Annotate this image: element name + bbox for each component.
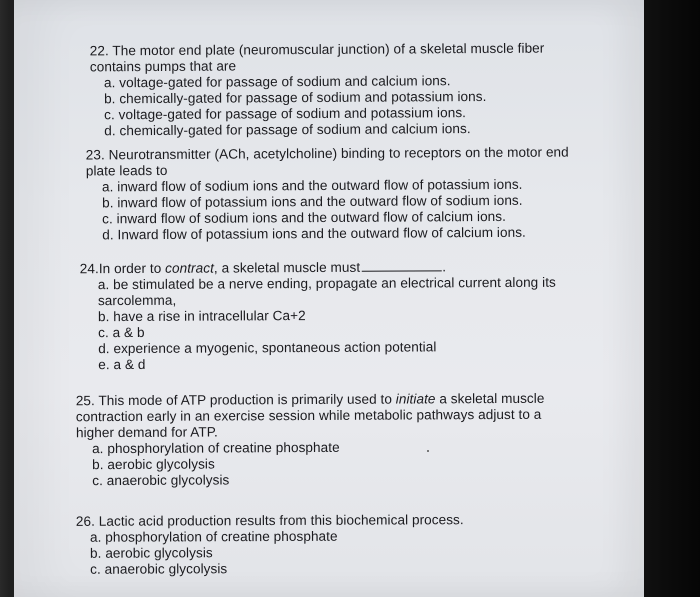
- answer-blank: [362, 258, 442, 271]
- question-22-stem: 22. The motor end plate (neuromuscular junction) of a skeletal muscle fiber: [89, 40, 545, 59]
- question-22-option-c: c. voltage-gated for passage of sodium and potassium ions.: [104, 105, 467, 123]
- question-25: [76, 391, 545, 489]
- question-22-stem-cont: contains pumps that are: [89, 58, 237, 75]
- question-23-stem: 23. Neurotransmitter (ACh, acetylcholine) binding to receptors on the motor end: [85, 144, 569, 163]
- question-24-stem-text: 24.In order to: [79, 260, 166, 277]
- question-23-stem-cont: plate leads to: [85, 162, 168, 179]
- question-26: [76, 512, 464, 578]
- question-25-stem-line-2: contraction early in an exercise session while metabolic pathways adjust to a: [75, 406, 542, 425]
- question-24-stem-emphasis: contract: [165, 260, 214, 276]
- question-22-option-b: b. chemically-gated for passage of sodium and potassium ions.: [104, 88, 487, 107]
- question-25-option-c: c. anaerobic glycolysis: [92, 472, 230, 489]
- question-24-option-c: c. a & b: [98, 324, 145, 341]
- question-25-stem-text-cont: a skeletal muscle: [435, 390, 545, 407]
- question-24-option-a-cont: sarcolemma,: [97, 292, 177, 309]
- question-24-option-d: d. experience a myogenic, spontaneous action potential: [98, 339, 437, 357]
- stray-mark: [427, 450, 429, 452]
- question-25-stem-emphasis: initiate: [395, 391, 436, 407]
- question-25-stem-line-3: higher demand for ATP.: [75, 424, 218, 441]
- question-23-option-c: c. inward flow of sodium ions and the outward flow of calcium ions.: [102, 208, 506, 227]
- question-24-option-b: b. have a rise in intracellular Ca+2: [97, 308, 306, 325]
- question-26-option-a: a. phosphorylation of creatine phosphate: [89, 528, 338, 545]
- question-25-option-b: b. aerobic glycolysis: [92, 456, 215, 473]
- question-26-option-b: b. aerobic glycolysis: [90, 545, 213, 561]
- question-23-option-d: d. Inward flow of potassium ions and the outward flow of calcium ions.: [102, 224, 526, 243]
- question-25-stem-text: 25. This mode of ATP production is primarily used to: [75, 391, 396, 409]
- question-24-option-a: a. be stimulated be a nerve ending, propagate an electrical current along its: [97, 274, 556, 293]
- question-23-option-b: b. inward flow of potassium ions and the outward flow of sodium ions.: [102, 192, 523, 211]
- question-24-option-e: e. a & d: [98, 356, 146, 373]
- question-24-stem-text-cont: , a skeletal muscle must: [213, 259, 361, 276]
- question-24: [80, 258, 557, 373]
- question-22-option-d: d. chemically-gated for passage of sodium and calcium ions.: [104, 121, 471, 139]
- question-22: [90, 41, 545, 140]
- question-23: [86, 145, 570, 244]
- question-22-option-a: a. voltage-gated for passage of sodium and calcium ions.: [103, 73, 451, 91]
- question-23-option-a: a. inward flow of sodium ions and the outward flow of potassium ions.: [101, 176, 523, 195]
- worksheet-page: [14, 0, 644, 597]
- question-25-option-a: a. phosphorylation of creatine phosphate: [92, 439, 340, 457]
- question-26-stem: 26. Lactic acid production results from this biochemical process.: [75, 512, 464, 529]
- question-26-option-c: c. anaerobic glycolysis: [90, 561, 228, 577]
- question-24-stem-period: .: [442, 259, 447, 275]
